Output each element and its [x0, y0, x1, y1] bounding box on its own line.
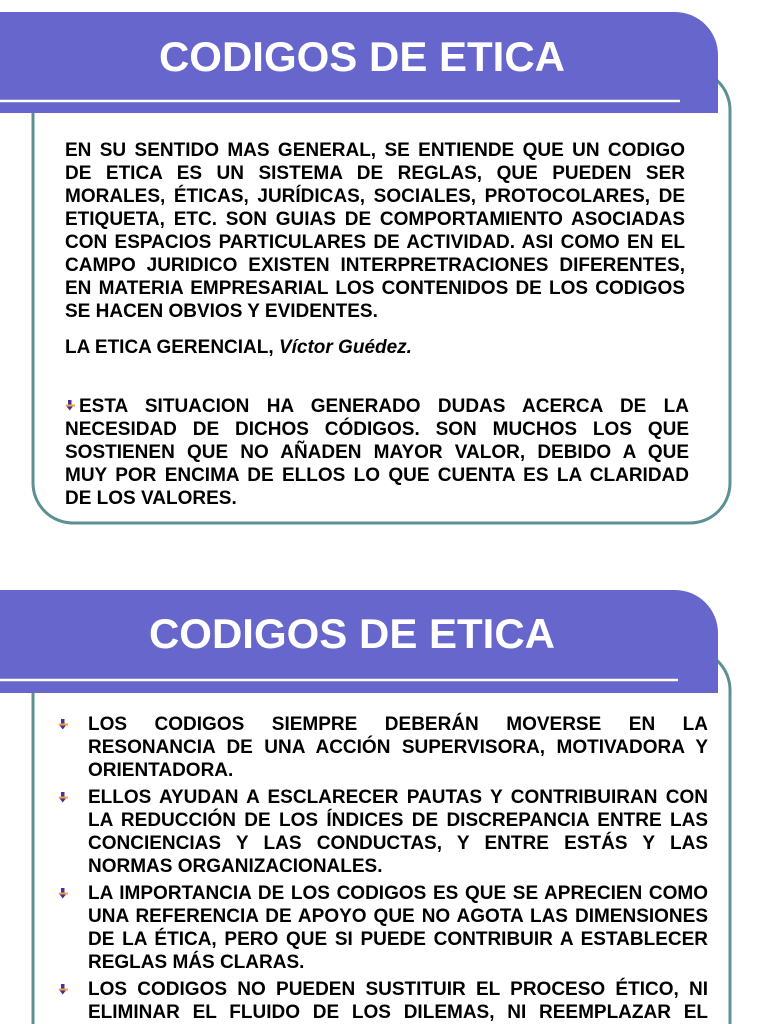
list-item-line: LA IMPORTANCIA DE LOS CODIGOS ES QUE SE APRECIEN COMO [88, 883, 708, 904]
paragraph-line: NECESIDAD DE DICHOS CÓDIGOS. SON MUCHOS LOS QUE [65, 419, 689, 440]
arrow-bullet-icon [58, 984, 69, 995]
paragraph-line: MORALES, ÉTICAS, JURÍDICAS, SOCIALES, PROTOCOLARES, DE [65, 186, 685, 207]
paragraph-line-text: ESTA SITUACION HA GENERADO DUDAS ACERCA DE LA [79, 396, 689, 417]
list-item-line: DE LA ÉTICA, PERO QUE SI PUEDE CONTRIBUIR A ESTABLECER [88, 929, 708, 950]
list-item [88, 786, 708, 878]
paragraph-line: SOSTIENEN QUE NO AÑADEN MAYOR VALOR, DEBIDO A QUE [65, 442, 689, 463]
list-item [88, 882, 708, 974]
paragraph-line [65, 395, 689, 418]
paragraph-line: MUY POR ENCIMA DE ELLOS LO QUE CUENTA ES LA CLARIDAD [65, 465, 689, 486]
list-item-line: LA REDUCCIÓN DE LOS ÍNDICES DE DISCREPANCIA ENTRE LAS [88, 810, 708, 831]
arrow-bullet-icon [58, 792, 69, 803]
slide-1-title: CODIGOS DE ETICA [158, 33, 566, 80]
list-item-line: UNA REFERENCIA DE APOYO QUE NO AGOTA LAS DIMENSIONES [88, 906, 708, 927]
list-item [88, 978, 708, 1024]
paragraph-line: EN MATERIA EMPRESARIAL LOS CONTENIDOS DE LOS CODIGOS [65, 278, 685, 299]
paragraph-line: SE HACEN OBVIOS Y EVIDENTES. [65, 301, 378, 322]
citation-source: LA ETICA GERENCIAL, [65, 337, 274, 358]
arrow-bullet-icon [58, 719, 69, 730]
slide-2-title: CODIGOS DE ETICA [148, 610, 556, 657]
arrow-bullet-icon [58, 888, 69, 899]
list-item-line: CONCIENCIAS Y LAS CONDUCTAS, Y ENTRE ESTÁS Y LAS [88, 833, 708, 854]
paragraph-line: DE ETICA ES UN SISTEMA DE REGLAS, QUE PUEDEN SER [65, 163, 685, 184]
paragraph-line: EN SU SENTIDO MAS GENERAL, SE ENTIENDE QUE UN CODIGO [65, 140, 685, 161]
slide-2-bullet-list [88, 713, 708, 1024]
paragraph-line: DE LOS VALORES. [65, 488, 237, 509]
list-item-line: LOS CODIGOS NO PUEDEN SUSTITUIR EL PROCESO ÉTICO, NI [88, 979, 708, 1000]
list-item-line: ORIENTADORA. [88, 760, 234, 781]
list-item-line: REGLAS MÁS CLARAS. [88, 952, 305, 973]
citation-author: Víctor Guédez. [278, 337, 412, 358]
list-item-line: LOS CODIGOS SIEMPRE DEBERÁN MOVERSE EN LA [88, 714, 708, 735]
list-item-line: NORMAS ORGANIZACIONALES. [88, 856, 383, 877]
slide-1-citation [65, 336, 685, 359]
list-item-line: ELLOS AYUDAN A ESCLARECER PAUTAS Y CONTRIBUIRAN CON [88, 787, 708, 808]
slide-1-intro-paragraph [65, 139, 685, 323]
list-item [88, 713, 708, 782]
paragraph-line: CAMPO JURIDICO EXISTEN INTERPRETRACIONES DIFERENTES, [65, 255, 685, 276]
paragraph-line: ETIQUETA, ETC. SON GUIAS DE COMPORTAMIENTO ASOCIADAS [65, 209, 685, 230]
paragraph-line: CON ESPACIOS PARTICULARES DE ACTIVIDAD. ASI COMO EN EL [65, 232, 685, 253]
list-item-line: RESONANCIA DE UNA ACCIÓN SUPERVISORA, MOTIVADORA Y [88, 737, 708, 758]
list-item-line: ELIMINAR EL FLUIDO DE LOS DILEMAS, NI REEMPLAZAR EL [88, 1002, 708, 1023]
slide-1-bullet-paragraph [65, 395, 689, 510]
arrow-bullet-icon [65, 400, 76, 411]
